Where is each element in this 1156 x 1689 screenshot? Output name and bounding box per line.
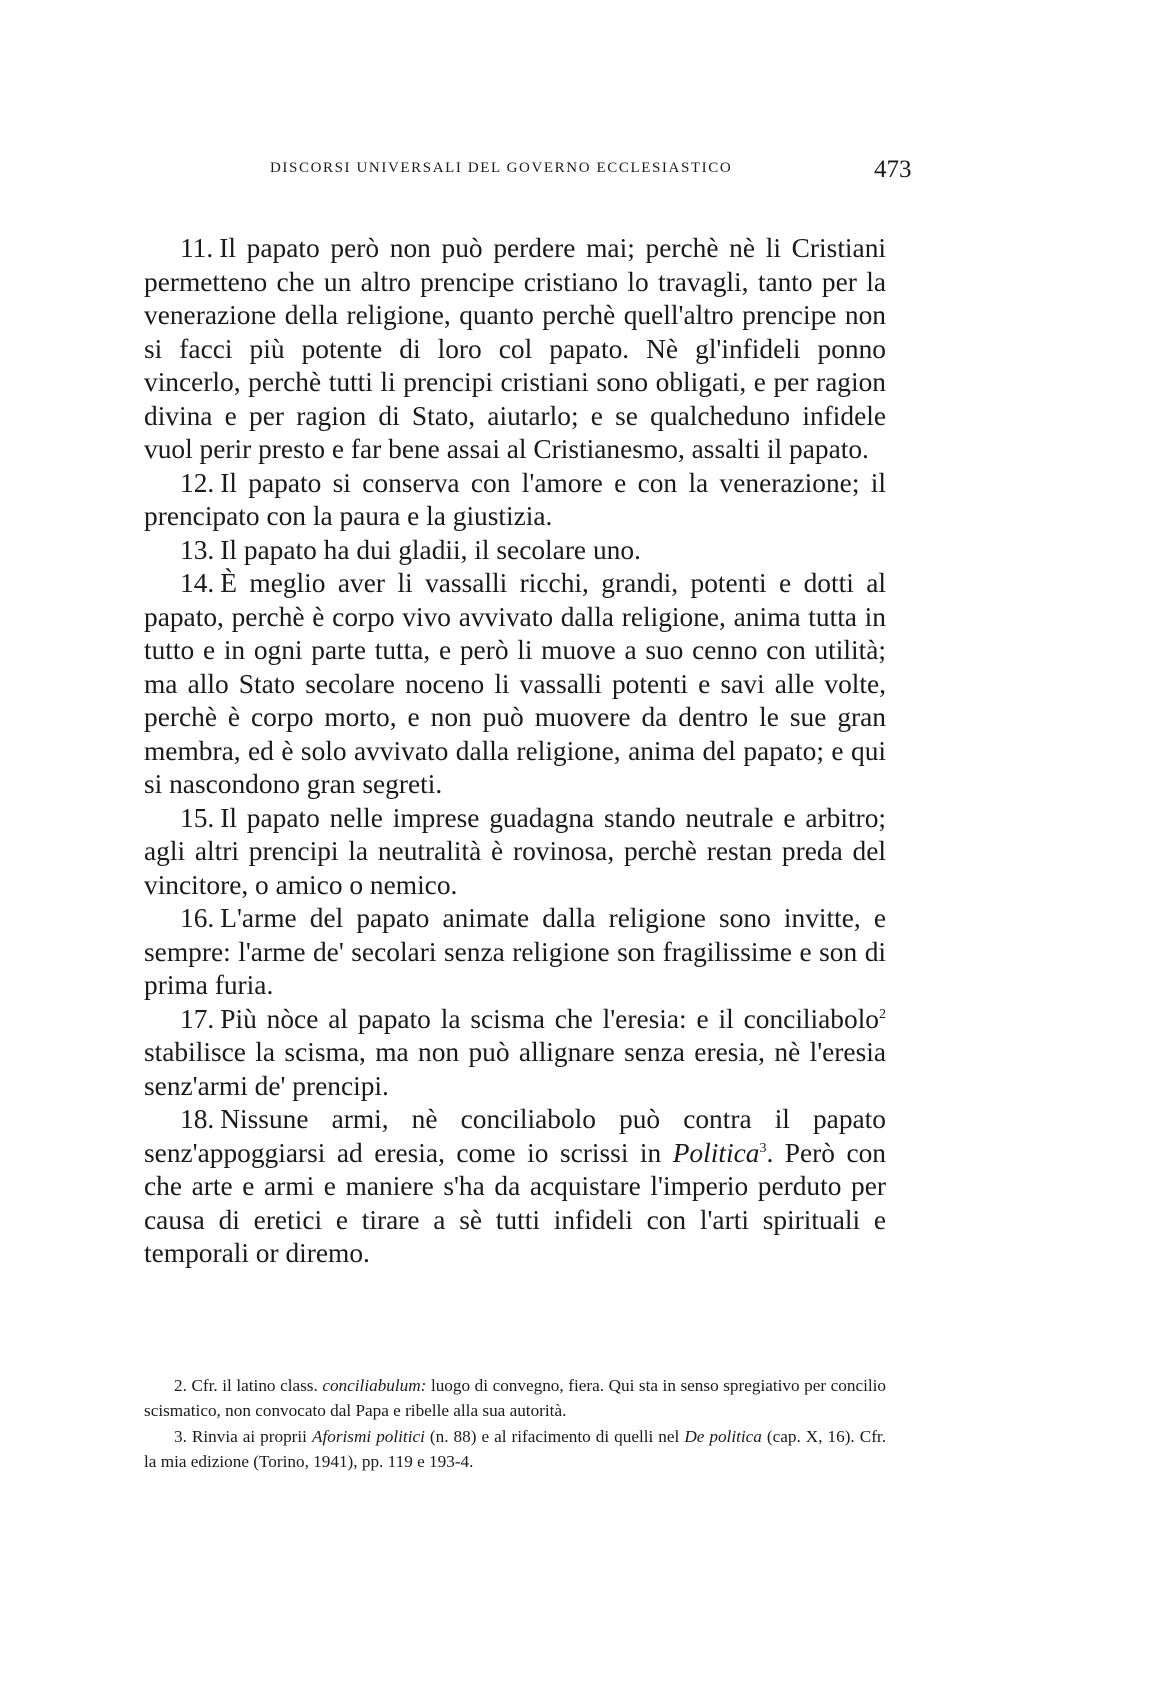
paragraph-16 [144, 902, 886, 1003]
footnotes [144, 1374, 886, 1476]
footnote-marker-2[interactable]: 2 [879, 1006, 886, 1022]
paragraph-text: Il papato ha dui gladii, il secolare uno. [220, 534, 641, 565]
paragraph-number: 18. [180, 1104, 215, 1134]
footnote-text-end: (cap. X, 16). Cfr. la mia edizione (Torino, 1941), pp. 119 e 193-4. [144, 1427, 886, 1471]
paragraph-number: 12. [180, 467, 215, 498]
paragraph-text-continued: . Però con che arte e armi e maniere s'ha da acquistare l'imperio perduto per causa di eretici e tirare a sè tutti infideli con l'arti spirituali e temporali or diremo. [144, 1137, 886, 1268]
footnote-italic: De politica [684, 1427, 762, 1446]
footnote-text-continued: (n. 88) e al rifacimento di quelli nel [424, 1427, 685, 1446]
footnote-3 [144, 1425, 886, 1474]
paragraph-11 [144, 232, 886, 467]
paragraph-13 [144, 534, 886, 568]
paragraph-number: 17. [180, 1003, 215, 1034]
paragraph-14 [144, 567, 886, 802]
footnote-number: 2. [174, 1376, 187, 1395]
footnote-text: Rinvia ai proprii [191, 1427, 312, 1446]
footnote-number: 3. [174, 1427, 187, 1446]
paragraph-number: 16. [180, 903, 215, 933]
paragraph-18 [144, 1103, 886, 1271]
paragraph-text: L'arme del papato animate dalla religione sono invitte, e sempre: l'arme de' secolari senza religione son fragilissime e son di prima furia. [144, 903, 886, 1000]
paragraph-text: Il papato nelle imprese guadagna stando neutrale e arbitro; agli altri prencipi la neutralità è rovinosa, perchè restan preda del vincitore, o amico o nemico. [144, 802, 886, 900]
paragraph-number: 13. [180, 534, 215, 565]
paragraph-text: È meglio aver li vassalli ricchi, grandi, potenti e dotti al papato, perchè è corpo vivo avvivato dalla religione, anima tutta in tutto e in ogni parte tutta, e però li muove a suo cenno con utilità; ma allo Stato secolare noceno li vassalli potenti e savi alle volte, perchè è corpo morto, e non può muovere da dentro le sue gran membra, ed è solo avvivato dalla religione, anima del papato; e qui si nascondono gran segreti. [144, 568, 886, 799]
footnote-text: Cfr. il latino class. [191, 1376, 323, 1395]
paragraph-12 [144, 467, 886, 534]
running-head: DISCORSI UNIVERSALI DEL GOVERNO ECCLESIASTICO [270, 160, 733, 176]
italic-title: Politica [672, 1137, 760, 1168]
footnote-marker-3[interactable]: 3 [759, 1140, 767, 1156]
paragraph-number: 11. [180, 233, 214, 263]
footnote-italic: conciliabulum: [322, 1376, 427, 1395]
paragraph-15 [144, 802, 886, 903]
footnote-2 [144, 1374, 886, 1423]
paragraph-number: 15. [180, 802, 215, 833]
footnote-italic: Aforismi politici [311, 1427, 425, 1446]
page-number: 473 [874, 156, 912, 183]
paragraph-text: Il papato si conserva con l'amore e con la venerazione; il prencipato con la paura e la giustizia. [144, 467, 886, 531]
paragraph-text: Più nòce al papato la scisma che l'eresia: e il conciliabolo [220, 1003, 879, 1034]
paragraph-text: Nissune armi, nè conciliabolo può contra il papato senz'appoggiarsi ad eresia, come io scrissi in [144, 1104, 886, 1168]
paragraph-17 [144, 1003, 886, 1104]
footnote-text-continued: luogo di convegno, fiera. Qui sta in senso spregiativo per concilio scismatico, non convocato dal Papa e ribelle alla sua autorità. [144, 1376, 886, 1420]
body-text [144, 232, 886, 1271]
paragraph-text: Il papato però non può perdere mai; perchè nè li Cristiani permetteno che un altro prencipe cristiano lo travagli, tanto per la venerazione della religione, quanto perchè quell'altro prencipe non si facci più potente di loro col papato. Nè gl'infideli ponno vincerlo, perchè tutti li prencipi cristiani sono obligati, e per ragion divina e per ragion di Stato, aiutarlo; e se qualcheduno infidele vuol perir presto e far bene assai al Cristianesmo, assalti il papato. [144, 233, 886, 464]
paragraph-text-continued: stabilisce la scisma, ma non può allignare senza eresia, nè l'eresia senz'armi de' prencipi. [144, 1037, 886, 1101]
paragraph-number: 14. [180, 568, 215, 598]
